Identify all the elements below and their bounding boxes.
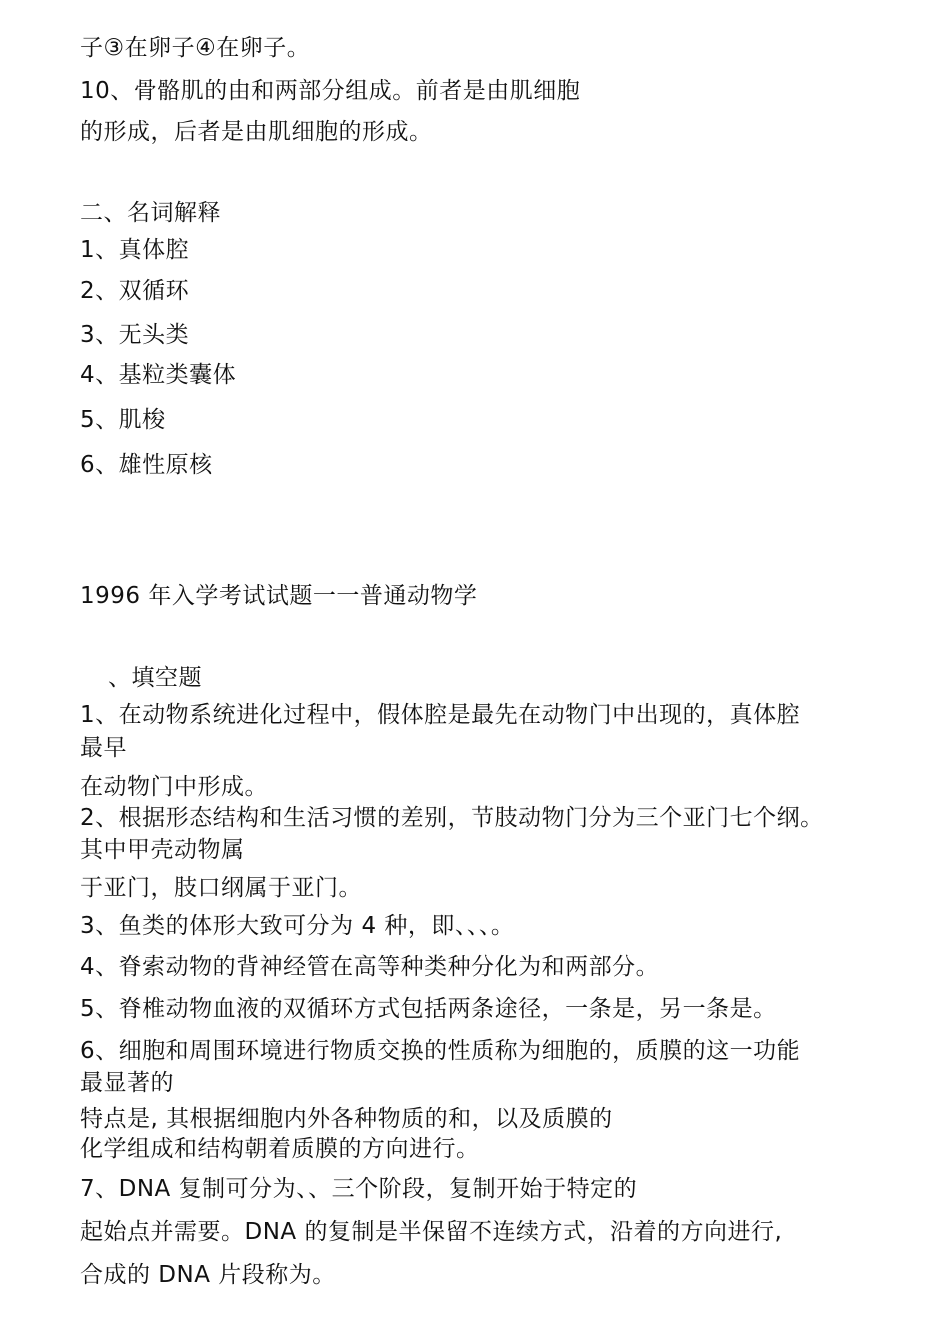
question-line: 最早 (80, 735, 127, 761)
term-item: 5、肌梭 (80, 407, 166, 433)
question-line: 5、脊椎动物血液的双循环方式包括两条途径，一条是，另一条是。 (80, 996, 777, 1022)
question-line: 6、细胞和周围环境进行物质交换的性质称为细胞的，质膜的这一功能 (80, 1038, 801, 1064)
question-line: 4、脊索动物的背神经管在高等种类种分化为和两部分。 (80, 954, 660, 980)
question-line: 7、DNA 复制可分为、、三个阶段，复制开始于特定的 (80, 1176, 638, 1202)
question-line: 起始点并需要。DNA 的复制是半保留不连续方式，沿着的方向进行, (80, 1219, 783, 1245)
question-line: 合成的 DNA 片段称为。 (80, 1262, 336, 1288)
term-item: 1、真体腔 (80, 237, 190, 263)
term-item: 3、无头类 (80, 322, 190, 348)
question-line: 1、在动物系统进化过程中，假体腔是最先在动物门中出现的，真体腔 (80, 702, 801, 728)
term-item: 6、雄性原核 (80, 452, 213, 478)
question-line: 其中甲壳动物属 (80, 837, 245, 863)
term-item: 2、双循环 (80, 278, 190, 304)
section-heading-terms: 二、名词解释 (80, 200, 221, 226)
question-10-line-2: 的形成，后者是由肌细胞的形成。 (80, 119, 433, 145)
question-line: 于亚门，肢口纲属于亚门。 (80, 875, 362, 901)
term-item: 4、基粒类囊体 (80, 362, 237, 388)
question-line: 2、根据形态结构和生活习惯的差别，节肢动物门分为三个亚门七个纲。 (80, 805, 824, 831)
question-line: 在动物门中形成。 (80, 774, 268, 800)
exam-title: 1996 年入学考试试题一一普通动物学 (80, 583, 478, 609)
question-line: 最显著的 (80, 1070, 174, 1096)
text-line-continuation: 子③在卵子④在卵子。 (80, 35, 311, 61)
question-line: 特点是, 其根据细胞内外各种物质的和，以及质膜的 (80, 1106, 613, 1132)
question-10-line-1: 10、骨骼肌的由和两部分组成。前者是由肌细胞 (80, 78, 581, 104)
section-heading-fill-blank: 、填空题 (108, 665, 202, 691)
question-line: 3、鱼类的体形大致可分为 4 种，即、、、。 (80, 913, 515, 939)
question-line: 化学组成和结构朝着质膜的方向进行。 (80, 1136, 480, 1162)
